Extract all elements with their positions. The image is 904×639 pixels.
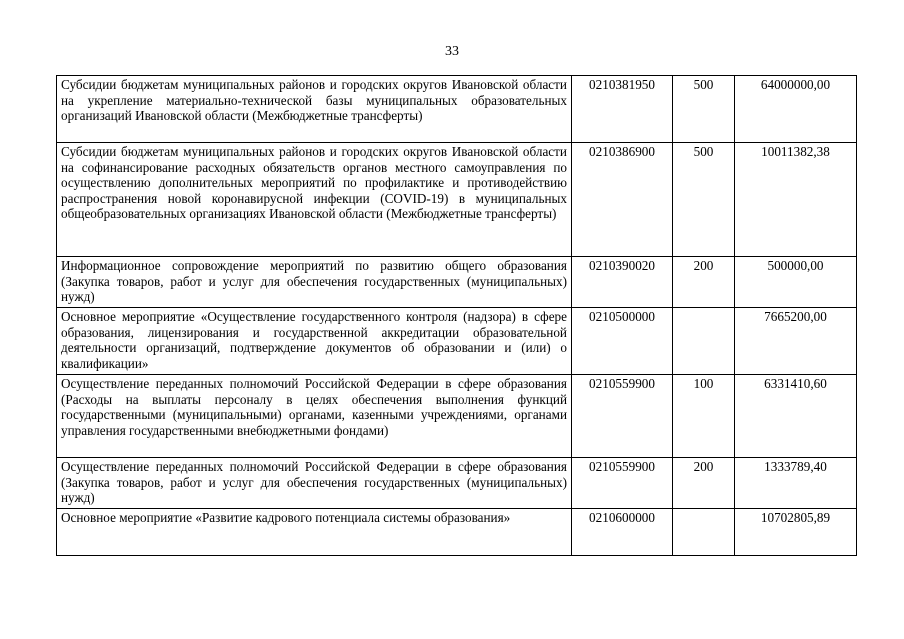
target-article-code-cell: 0210559900 (572, 375, 673, 458)
amount-cell: 10702805,89 (735, 509, 857, 556)
expense-type-cell: 200 (673, 458, 735, 509)
expense-type-cell (673, 308, 735, 375)
target-article-code-cell: 0210600000 (572, 509, 673, 556)
table-row (57, 308, 857, 375)
table-row (57, 509, 857, 556)
expense-name-cell: Основное мероприятие «Развитие кадрового потенциала системы образования» (57, 509, 572, 556)
table-row (57, 76, 857, 143)
expense-type-cell: 500 (673, 143, 735, 257)
expense-name-cell: Осуществление переданных полномочий Российской Федерации в сфере образования (Расходы на выплаты персоналу в целях обеспечения выполнения функций государственными (муниципальными) органами, казенными учреждениями, органами управления государственными внебюджетными фондами) (57, 375, 572, 458)
expense-name-cell: Субсидии бюджетам муниципальных районов и городских округов Ивановской области на софинансирование расходных обязательств органов местного самоуправления по осуществлению дополнительных мероприятий по профилактике и противодействию распространения новой коронавирусной инфекции (COVID-19) в муниципальных общеобразовательных организациях Ивановской области (Межбюджетные трансферты) (57, 143, 572, 257)
amount-cell: 10011382,38 (735, 143, 857, 257)
expense-type-cell (673, 509, 735, 556)
expense-type-cell: 100 (673, 375, 735, 458)
expense-type-cell: 500 (673, 76, 735, 143)
table-row (57, 375, 857, 458)
target-article-code-cell: 0210500000 (572, 308, 673, 375)
expense-name-cell: Субсидии бюджетам муниципальных районов и городских округов Ивановской области на укрепление материально-технической базы муниципальных образовательных организаций Ивановской области (Межбюджетные трансферты) (57, 76, 572, 143)
expense-name-cell: Информационное сопровождение мероприятий по развитию общего образования (Закупка товаров, работ и услуг для обеспечения государственных (муниципальных) нужд) (57, 257, 572, 308)
amount-cell: 500000,00 (735, 257, 857, 308)
table-row (57, 458, 857, 509)
target-article-code-cell: 0210381950 (572, 76, 673, 143)
amount-cell: 1333789,40 (735, 458, 857, 509)
target-article-code-cell: 0210559900 (572, 458, 673, 509)
target-article-code-cell: 0210390020 (572, 257, 673, 308)
expense-type-cell: 200 (673, 257, 735, 308)
table-row (57, 143, 857, 257)
amount-cell: 7665200,00 (735, 308, 857, 375)
expense-name-cell: Осуществление переданных полномочий Российской Федерации в сфере образования (Закупка товаров, работ и услуг для обеспечения государственных (муниципальных) нужд) (57, 458, 572, 509)
expense-name-cell: Основное мероприятие «Осуществление государственного контроля (надзора) в сфере образования, лицензирования и государственной аккредитации образовательной деятельности организаций, подтверждение документов об образовании и (или) о квалификации» (57, 308, 572, 375)
amount-cell: 6331410,60 (735, 375, 857, 458)
page-number: 33 (445, 44, 459, 59)
table-row (57, 257, 857, 308)
budget-table (56, 75, 857, 556)
target-article-code-cell: 0210386900 (572, 143, 673, 257)
amount-cell: 64000000,00 (735, 76, 857, 143)
